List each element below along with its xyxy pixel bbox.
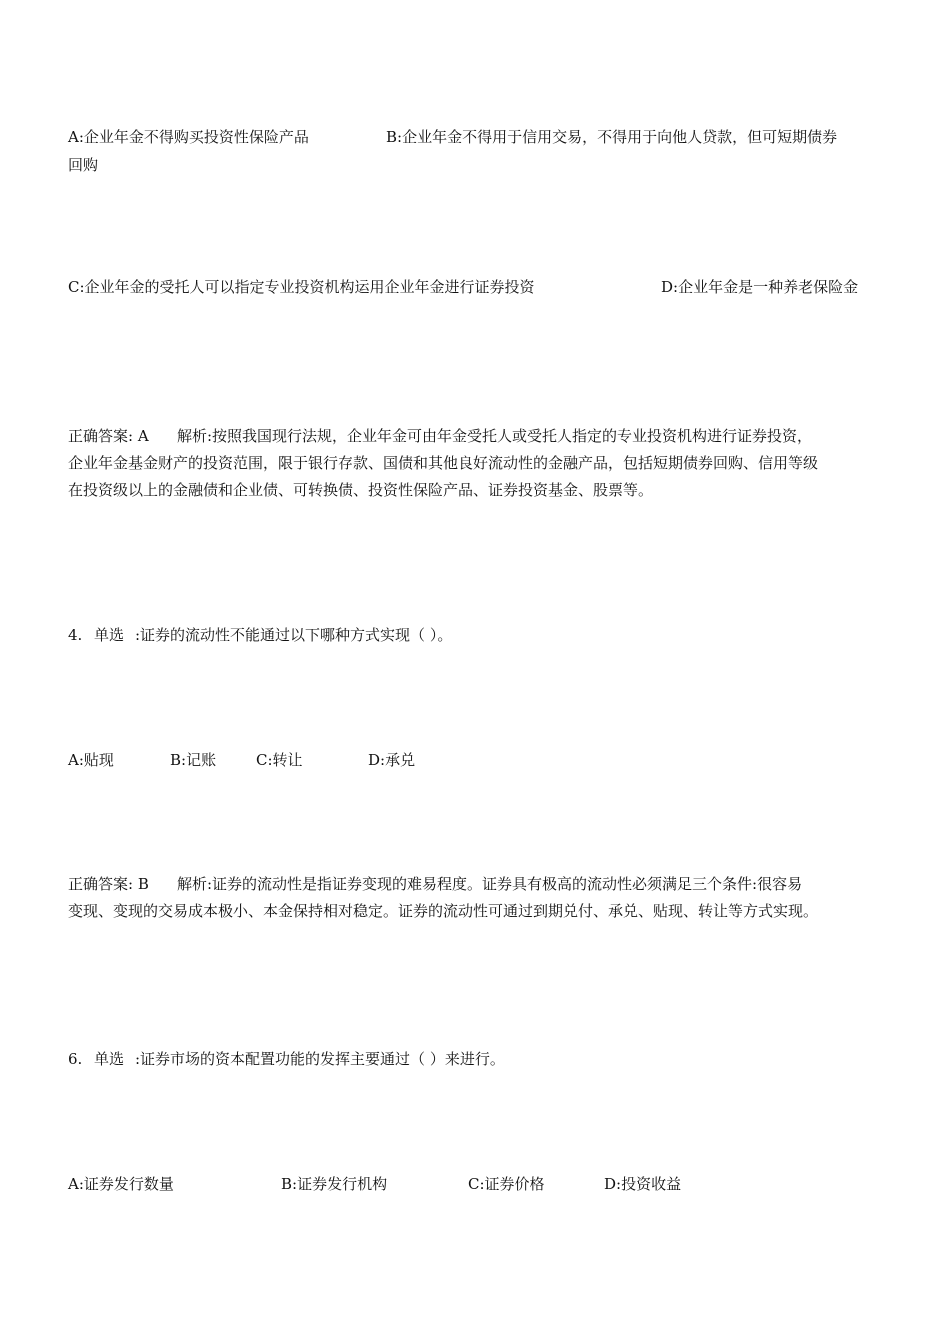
q3-option-b: B:企业年金不得用于信用交易，不得用于向他人贷款，但可短期债券 — [386, 128, 838, 146]
q3-option-d: D:企业年金是一种养老保险金 — [661, 278, 859, 296]
q6-number: 6. — [68, 1050, 83, 1068]
q6-question-text: :证券市场的资本配置功能的发挥主要通过（ ）来进行。 — [135, 1050, 505, 1068]
q6-option-a: A:证券发行数量 — [68, 1175, 174, 1193]
q4-option-d: D:承兑 — [368, 751, 416, 769]
q4-explanation-line-1: 解析:证券的流动性是指证券变现的难易程度。证券具有极高的流动性必须满足三个条件:很容易 — [177, 875, 803, 893]
q6-option-d: D:投资收益 — [604, 1175, 682, 1193]
q4-number: 4. — [68, 626, 83, 644]
q6-option-b: B:证券发行机构 — [281, 1175, 388, 1193]
q3-explanation-line-2: 企业年金基金财产的投资范围，限于银行存款、国债和其他良好流动性的金融产品，包括短期债券回购、信用等级 — [68, 454, 819, 472]
q4-question-text: :证券的流动性不能通过以下哪种方式实现（ ）。 — [135, 626, 453, 644]
q3-answer-label: 正确答案: A — [68, 427, 149, 445]
q3-explanation-line-1: 解析:按照我国现行法规，企业年金可由年金受托人或受托人指定的专业投资机构进行证券投资， — [177, 427, 813, 445]
q3-option-c: C:企业年金的受托人可以指定专业投资机构运用企业年金进行证券投资 — [68, 278, 535, 296]
q6-type: 单选 — [94, 1050, 125, 1068]
q6-option-c: C:证券价格 — [468, 1175, 545, 1193]
q4-option-b: B:记账 — [170, 751, 217, 769]
q4-type: 单选 — [94, 626, 125, 644]
q4-answer-label: 正确答案: B — [68, 875, 149, 893]
q4-explanation-line-2: 变现、变现的交易成本极小、本金保持相对稳定。证券的流动性可通过到期兑付、承兑、贴现、转让等方式实现。 — [68, 902, 819, 920]
q4-option-a: A:贴现 — [68, 751, 114, 769]
q3-option-b-continued: 回购 — [68, 156, 99, 174]
q3-option-a: A:企业年金不得购买投资性保险产品 — [68, 128, 309, 146]
q4-option-c: C:转让 — [256, 751, 303, 769]
q3-explanation-line-3: 在投资级以上的金融债和企业债、可转换债、投资性保险产品、证券投资基金、股票等。 — [68, 481, 654, 499]
